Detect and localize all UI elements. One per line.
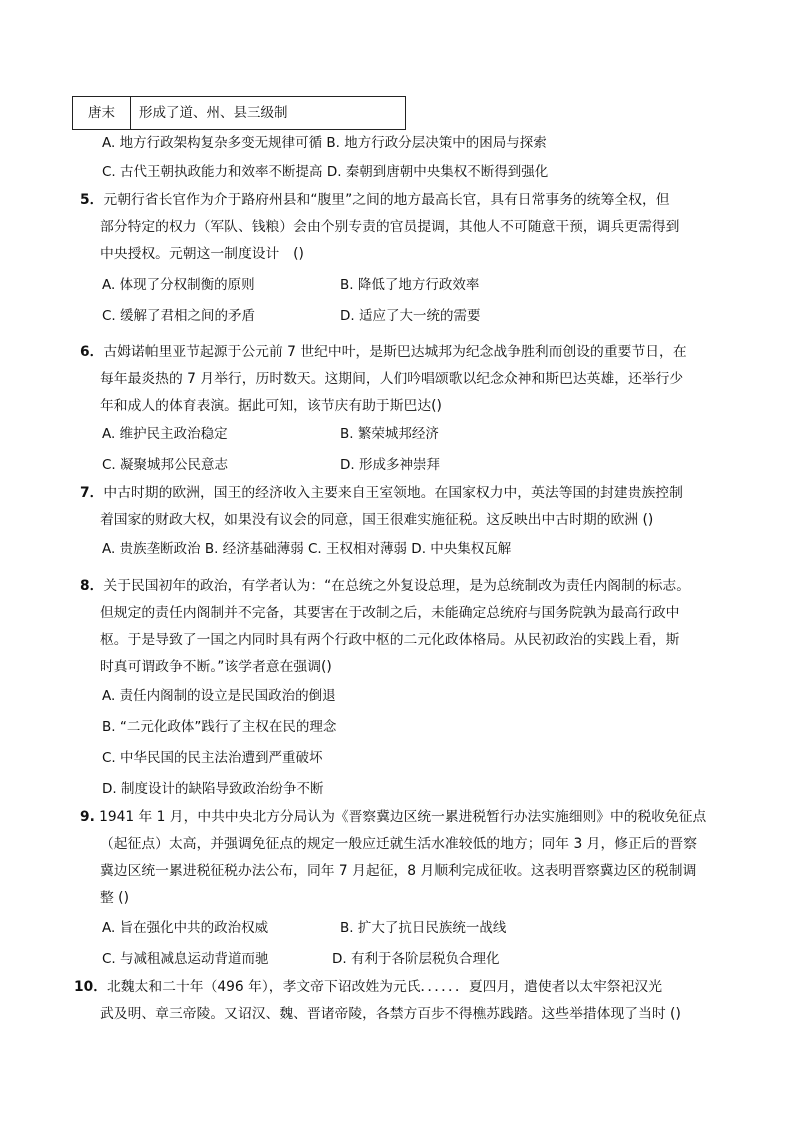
q5-text-1: 元朝行省长官作为介于路府州县和“腹里”之间的地方最高长官，具有日常事务的统筹全权，但 bbox=[103, 192, 670, 208]
q6-option-a[interactable]: A. 维护民主政治稳定 bbox=[102, 426, 228, 442]
table-cell-dynasty: 唐末 bbox=[73, 97, 131, 129]
q4-option-d[interactable]: D. 秦朝到唐朝中央集权不断得到强化 bbox=[326, 164, 549, 180]
q9-stem-line4: 整 () bbox=[100, 890, 129, 906]
dynasty-table-row bbox=[72, 96, 406, 130]
q4-options-row1 bbox=[102, 133, 547, 153]
q9-option-b[interactable]: B. 扩大了抗日民族统一战线 bbox=[340, 920, 507, 936]
q7-text-1: 中古时期的欧洲，国王的经济收入主要来自王室领地。在国家权力中，英法等国的封建贵族控制 bbox=[103, 485, 683, 501]
q8-number: 8． bbox=[80, 578, 104, 594]
q9-stem-line3: 冀边区统一累进税征税办法公布，同年 7 月起征，8 月顺利完成征收。这表明晋察冀边区的税制调 bbox=[100, 863, 697, 879]
q5-stem-line1 bbox=[80, 190, 670, 210]
q8-option-c[interactable]: C. 中华民国的民主法治遭到严重破坏 bbox=[102, 750, 323, 766]
q8-stem-line3: 枢。于是导致了一国之内同时具有两个行政中枢的二元化政体格局。从民初政治的实践上看，斯 bbox=[100, 632, 680, 648]
table-cell-description: 形成了道、州、县三级制 bbox=[139, 105, 288, 121]
q9-option-d[interactable]: D. 有利于各阶层税负合理化 bbox=[332, 951, 500, 967]
q7-number: 7． bbox=[80, 485, 104, 501]
q6-number: 6． bbox=[80, 344, 104, 360]
q6-text-1: 古姆诺帕里亚节起源于公元前 7 世纪中叶，是斯巴达城邦为纪念战争胜利而创设的重要节日，在 bbox=[103, 344, 687, 360]
q5-stem-line3: 中央授权。元朝这一制度设计 () bbox=[100, 246, 304, 262]
q10-number: 10． bbox=[74, 979, 107, 995]
q4-option-b[interactable]: B. 地方行政分层决策中的困局与探索 bbox=[326, 135, 547, 151]
q5-option-c[interactable]: C. 缓解了君相之间的矛盾 bbox=[102, 308, 256, 324]
q7-options[interactable]: A. 贵族垄断政治 B. 经济基础薄弱 C. 王权相对薄弱 D. 中央集权瓦解 bbox=[102, 541, 512, 557]
q6-stem-line1 bbox=[80, 342, 687, 362]
q9-number: 9. bbox=[80, 809, 95, 825]
q9-text-1: 1941 年 1 月，中共中央北方分局认为《晋察冀边区统一累进税暂行办法实施细则》中的税收免征点 bbox=[99, 809, 707, 825]
q8-option-d[interactable]: D. 制度设计的缺陷导致政治纷争不断 bbox=[102, 781, 324, 797]
q8-text-1: 关于民国初年的政治，有学者认为：“在总统之外复设总理，是为总统制改为责任内阁制的标志。 bbox=[103, 578, 691, 594]
q6-option-d[interactable]: D. 形成多神崇拜 bbox=[340, 457, 440, 473]
q9-stem-line2: （起征点）太高，并强调免征点的规定一般应迁就生活水准较低的地方；同年 3 月，修正后的晋察 bbox=[100, 836, 698, 852]
q4-options-row2 bbox=[102, 162, 548, 182]
q9-option-a[interactable]: A. 旨在强化中共的政治权威 bbox=[102, 920, 269, 936]
q5-option-b[interactable]: B. 降低了地方行政效率 bbox=[340, 277, 480, 293]
q9-option-c[interactable]: C. 与减租减息运动背道而驰 bbox=[102, 951, 269, 967]
q10-stem-line1 bbox=[74, 977, 662, 997]
q9-stem-line1 bbox=[80, 807, 706, 827]
q8-stem-line1 bbox=[80, 576, 690, 596]
q6-option-c[interactable]: C. 凝聚城邦公民意志 bbox=[102, 457, 229, 473]
q4-option-c[interactable]: C. 古代王朝执政能力和效率不断提高 bbox=[102, 164, 323, 180]
q7-stem-line2: 着国家的财政大权，如果没有议会的同意，国王很难实施征税。这反映出中古时期的欧洲 () bbox=[100, 512, 654, 528]
q5-option-d[interactable]: D. 适应了大一统的需要 bbox=[340, 308, 481, 324]
q7-stem-line1 bbox=[80, 483, 683, 503]
q5-option-a[interactable]: A. 体现了分权制衡的原则 bbox=[102, 277, 255, 293]
q8-option-a[interactable]: A. 责任内阁制的设立是民国政治的倒退 bbox=[102, 688, 336, 704]
q5-number: 5． bbox=[80, 192, 104, 208]
q8-stem-line4: 时真可谓政争不断。”该学者意在强调() bbox=[100, 659, 332, 675]
q6-stem-line3: 年和成人的体育表演。据此可知，该节庆有助于斯巴达() bbox=[100, 398, 442, 414]
q10-text-1: 北魏太和二十年（496 年），孝文帝下诏改姓为元氏．．．．．．夏四月，遣使者以太牢祭祀汉光 bbox=[107, 979, 662, 995]
q6-stem-line2: 每年最炎热的 7 月举行，历时数天。这期间，人们吟唱颂歌以纪念众神和斯巴达英雄，还举行少 bbox=[100, 371, 684, 387]
q10-stem-line2: 武及明、章三帝陵。又诏汉、魏、晋诸帝陵，各禁方百步不得樵苏践踏。这些举措体现了当时 () bbox=[100, 1006, 681, 1022]
q8-option-b[interactable]: B. “二元化政体”践行了主权在民的理念 bbox=[102, 719, 337, 735]
q6-option-b[interactable]: B. 繁荣城邦经济 bbox=[340, 426, 439, 442]
q8-stem-line2: 但规定的责任内阁制并不完备，其要害在于改制之后，未能确定总统府与国务院孰为最高行政中 bbox=[100, 605, 680, 621]
q4-option-a[interactable]: A. 地方行政架构复杂多变无规律可循 bbox=[102, 135, 323, 151]
q5-stem-line2: 部分特定的权力（军队、钱粮）会由个别专责的官员提调，其他人不可随意干预，调兵更需得到 bbox=[100, 219, 680, 235]
